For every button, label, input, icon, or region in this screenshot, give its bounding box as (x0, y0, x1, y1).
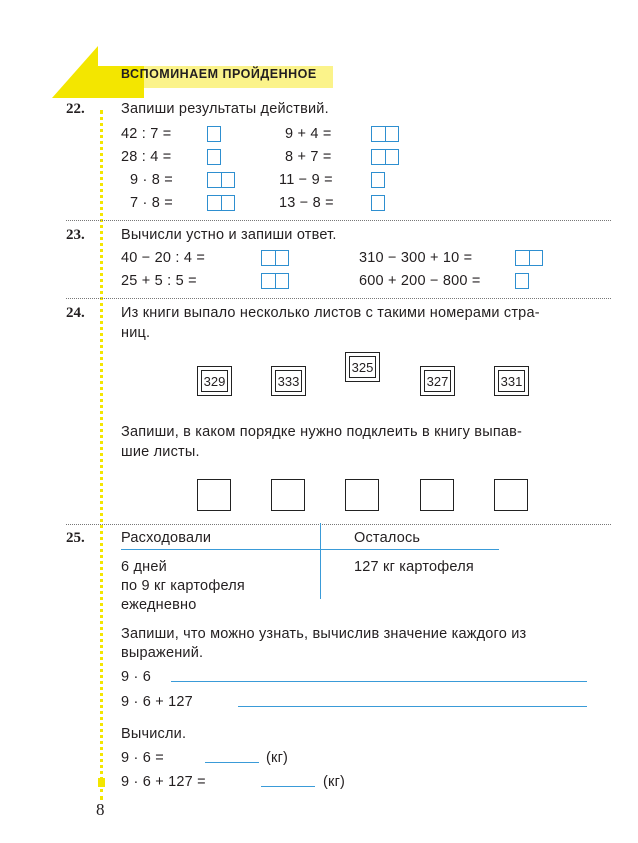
task24-question: Запиши, в каком порядке нужно подклеить в книгу выпав- (121, 424, 523, 440)
order-answer-box[interactable] (420, 479, 454, 511)
table-cell-spent: ежедневно (121, 597, 197, 613)
separator (66, 524, 611, 525)
answer-box[interactable] (515, 273, 529, 289)
answer-box[interactable] (207, 149, 221, 165)
answer-box-double[interactable] (207, 195, 235, 211)
answer-line[interactable] (171, 681, 587, 682)
task22-instruction: Запиши результаты действий. (121, 101, 329, 117)
answer-box[interactable] (207, 126, 221, 142)
task23-instruction: Вычисли устно и запиши ответ. (121, 227, 337, 243)
task22-expr: 11 − 9 = (279, 172, 333, 188)
answer-box-double[interactable] (207, 172, 235, 188)
order-answer-box[interactable] (271, 479, 305, 511)
page-card: 327 (420, 366, 455, 396)
table-cell-spent: 6 дней (121, 559, 167, 575)
task25-question: выражений. (121, 645, 204, 661)
task22-expr: 9 · 8 = (130, 172, 173, 188)
table-cell-spent: по 9 кг картофеля (121, 578, 245, 594)
task24-question: шие листы. (121, 444, 200, 460)
task23-expr: 600 + 200 − 800 = (359, 273, 481, 289)
order-answer-box[interactable] (197, 479, 231, 511)
answer-box-double[interactable] (261, 273, 289, 289)
separator (66, 298, 611, 299)
task-number-25: 25. (66, 530, 85, 546)
table-divider (320, 523, 321, 599)
answer-line[interactable] (261, 786, 315, 787)
margin-line (100, 110, 103, 800)
task22-expr: 28 : 4 = (121, 149, 172, 165)
task23-expr: 40 − 20 : 4 = (121, 250, 206, 266)
task22-expr: 8 + 7 = (285, 149, 332, 165)
answer-box[interactable] (371, 172, 385, 188)
answer-line[interactable] (205, 762, 259, 763)
task22-expr: 9 + 4 = (285, 126, 332, 142)
unit-label: (кг) (323, 774, 346, 790)
answer-box[interactable] (371, 195, 385, 211)
task-number-24: 24. (66, 305, 85, 321)
answer-box-double[interactable] (261, 250, 289, 266)
expression: 9 · 6 (121, 669, 152, 685)
answer-line[interactable] (238, 706, 587, 707)
task22-expr: 13 − 8 = (279, 195, 334, 211)
compute-label: Вычисли. (121, 726, 187, 742)
task22-expr: 7 · 8 = (130, 195, 173, 211)
answer-box-double[interactable] (371, 149, 399, 165)
task-number-23: 23. (66, 227, 85, 243)
task24-instruction: Из книги выпало несколько листов с такими номерами стра- (121, 305, 540, 321)
calc-expression: 9 · 6 + 127 = (121, 774, 206, 790)
task23-expr: 310 − 300 + 10 = (359, 250, 473, 266)
task22-expr: 42 : 7 = (121, 126, 172, 142)
page-card: 329 (197, 366, 232, 396)
unit-label: (кг) (266, 750, 289, 766)
page-card: 331 (494, 366, 529, 396)
page-number: 8 (96, 800, 105, 819)
section-title: ВСПОМИНАЕМ ПРОЙДЕННОЕ (121, 67, 317, 81)
order-answer-box[interactable] (345, 479, 379, 511)
table-cell-left: 127 кг картофеля (354, 559, 474, 575)
page-card: 325 (345, 352, 380, 382)
table-header-spent: Расходовали (121, 530, 212, 546)
table-header-left: Осталось (354, 530, 421, 546)
expression: 9 · 6 + 127 (121, 694, 193, 710)
task25-question: Запиши, что можно узнать, вычислив значение каждого из (121, 626, 527, 642)
task24-instruction: ниц. (121, 325, 151, 341)
task23-expr: 25 + 5 : 5 = (121, 273, 197, 289)
table-header-rule (121, 549, 499, 550)
answer-box-double[interactable] (515, 250, 543, 266)
answer-box-double[interactable] (371, 126, 399, 142)
task-number-22: 22. (66, 101, 85, 117)
page-card: 333 (271, 366, 306, 396)
calc-expression: 9 · 6 = (121, 750, 164, 766)
yellow-marker (98, 778, 105, 787)
separator (66, 220, 611, 221)
order-answer-box[interactable] (494, 479, 528, 511)
